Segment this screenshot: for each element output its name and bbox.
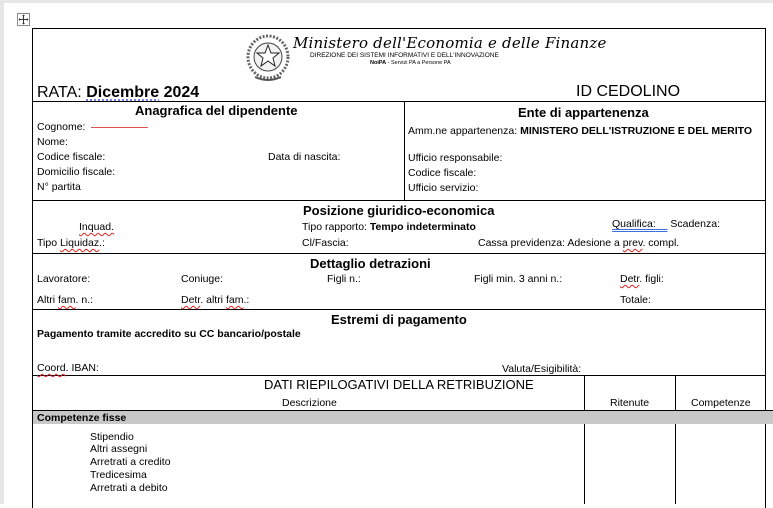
table-row: Altri assegni (90, 443, 148, 455)
divider (32, 200, 766, 201)
ente-codice-fiscale-label: Codice fiscale: (408, 167, 477, 179)
id-cedolino-label: ID CEDOLINO (576, 83, 681, 100)
codice-fiscale-label: Codice fiscale: (37, 151, 106, 163)
valuta-label: Valuta/Esigibilità: (502, 363, 582, 375)
altri-fam-label: Altri fam. n.: (37, 294, 94, 306)
figli-min-label: Figli min. 3 anni n.: (474, 273, 563, 285)
qualifica-line (612, 218, 720, 230)
group-label: Competenze fisse (37, 412, 127, 424)
nome-label: Nome: (37, 136, 68, 148)
tipo-rapporto-label: Tipo rapporto: (302, 221, 367, 233)
scadenza-label: Scadenza: (670, 218, 720, 230)
riepilogo-title: DATI RIEPILOGATIVI DELLA RETRIBUZIONE (264, 377, 534, 392)
col-descrizione: Descrizione (282, 397, 337, 409)
posizione-title: Posizione giuridico-economica (303, 203, 495, 218)
qualifica-label: Qualifica: (612, 218, 656, 230)
totale-label: Totale: (620, 294, 651, 306)
cl-fascia-label: Cl/Fascia: (302, 237, 349, 249)
tipo-liquidaz-label: Tipo Liquidaz.: (37, 237, 105, 249)
divider (32, 309, 766, 310)
ufficio-resp-label: Ufficio responsabile: (408, 152, 503, 164)
amm-label: Amm.ne appartenenza: (408, 125, 518, 137)
cassa-value: Adesione a prev. compl. (567, 237, 680, 249)
lavoratore-label: Lavoratore: (37, 273, 91, 285)
table-row: Stipendio (90, 431, 134, 443)
cassa-line (478, 237, 679, 249)
tipo-rapporto-value: Tempo indeterminato (369, 221, 476, 233)
modalita-pagamento: Pagamento tramite accredito su CC bancario/postale (37, 328, 301, 340)
page-edge (0, 0, 773, 3)
pagamento-title: Estremi di pagamento (331, 312, 467, 327)
detr-altri-fam-label: Detr. altri fam.: (181, 294, 250, 306)
rata-line (37, 84, 199, 102)
iban-label: Coord. IBAN: (37, 362, 99, 374)
domicilio-label: Domicilio fiscale: (37, 166, 116, 178)
divider (32, 410, 773, 411)
divider (32, 253, 766, 254)
divider (584, 375, 585, 504)
rata-label: RATA: (37, 84, 82, 101)
rata-year: 2024 (163, 84, 200, 101)
inquad-label: Inquad. (79, 221, 115, 233)
table-row: Arretrati a credito (90, 456, 171, 468)
amm-line (408, 125, 752, 137)
department-name: DIREZIONE DEI SISTEMI INFORMATIVI E DELL'INNOVAZIONE (310, 52, 499, 59)
table-row: Arretrati a debito (90, 482, 168, 494)
tipo-rapporto-line (302, 221, 476, 233)
col-ritenute: Ritenute (610, 397, 650, 409)
service-name (370, 60, 451, 67)
page-edge (0, 0, 4, 504)
rata-month: Dicembre (86, 84, 160, 101)
table-move-handle-icon[interactable] (17, 13, 30, 26)
partita-label: N° partita (37, 181, 81, 193)
amm-value: MINISTERO DELL'ISTRUZIONE E DEL MERITO (520, 125, 753, 137)
cognome-label: Cognome: (37, 121, 86, 133)
detrazioni-title: Dettaglio detrazioni (310, 256, 431, 271)
divider (32, 375, 766, 376)
cognome-redacted-line (91, 127, 148, 128)
ministry-title: Ministero dell'Economia e delle Finanze (293, 34, 607, 52)
ufficio-servizio-label: Ufficio servizio: (408, 182, 479, 194)
coniuge-label: Coniuge: (181, 273, 224, 285)
data-nascita-label: Data di nascita: (268, 151, 341, 163)
cassa-label: Cassa previdenza: (478, 237, 565, 249)
service-brand: NoiPA (370, 60, 387, 66)
figli-label: Figli n.: (327, 273, 361, 285)
detr-figli-label: Detr. figli: (620, 273, 664, 285)
ente-title: Ente di appartenenza (518, 105, 649, 120)
emblem-icon (245, 33, 291, 83)
anagrafica-title: Anagrafica del dipendente (135, 103, 298, 118)
col-competenze: Competenze (691, 397, 751, 409)
divider (675, 375, 676, 504)
divider (404, 101, 405, 201)
table-row: Tredicesima (90, 469, 147, 481)
group-row-competenze-fisse (33, 411, 773, 424)
service-desc: - Servizi PA a Persone PA (386, 60, 451, 66)
